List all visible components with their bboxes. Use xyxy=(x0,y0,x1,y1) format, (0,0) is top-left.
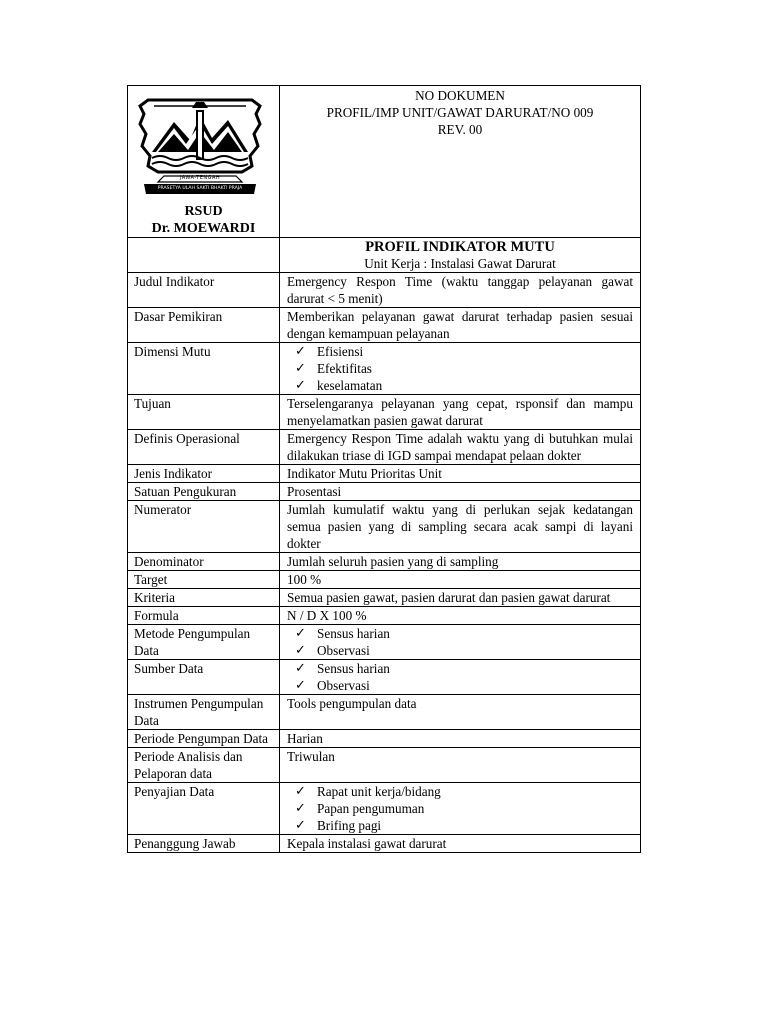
field-label: Definis Operasional xyxy=(128,430,280,465)
field-label: Instrumen Pengumpulan Data xyxy=(128,695,280,730)
field-value: Jumlah kumulatif waktu yang di perlukan sejak kedatangan semua pasien yang di sampling secara acak sampi di layani dokter xyxy=(280,501,641,553)
table-row xyxy=(128,553,641,571)
field-value: Emergency Respon Time (waktu tanggap pelayanan gawat darurat < 5 menit) xyxy=(280,273,641,308)
checklist-item xyxy=(295,677,633,694)
checklist-item-text: Sensus harian xyxy=(317,626,390,641)
checkmark-icon: ✓ xyxy=(295,801,306,816)
hospital-name-line2: Dr. MOEWARDI xyxy=(151,221,256,236)
title-empty-cell xyxy=(128,238,280,273)
field-label: Formula xyxy=(128,607,280,625)
field-value: N / D X 100 % xyxy=(280,607,641,625)
title-cell xyxy=(280,238,641,273)
table-row xyxy=(128,783,641,835)
field-label: Metode Pengumpulan Data xyxy=(128,625,280,660)
logo-ribbon-text: JAWA-TENGAH xyxy=(179,175,221,181)
table-row xyxy=(128,695,641,730)
table-row xyxy=(128,660,641,695)
checklist xyxy=(287,343,633,394)
field-value: Kepala instalasi gawat darurat xyxy=(280,835,641,853)
field-value: Harian xyxy=(280,730,641,748)
checkmark-icon: ✓ xyxy=(295,626,306,641)
logo-cell xyxy=(128,86,280,238)
field-label: Judul Indikator xyxy=(128,273,280,308)
field-label: Jenis Indikator xyxy=(128,465,280,483)
field-value: Emergency Respon Time adalah waktu yang di butuhkan mulai dilakukan triase di IGD sampai mendapat pelaan dokter xyxy=(280,430,641,465)
checklist-item xyxy=(295,800,633,817)
checklist-item-text: Observasi xyxy=(317,643,370,658)
checklist-item-text: Sensus harian xyxy=(317,661,390,676)
field-value: Triwulan xyxy=(280,748,641,783)
field-value: Indikator Mutu Prioritas Unit xyxy=(280,465,641,483)
table-row xyxy=(128,395,641,430)
field-label: Numerator xyxy=(128,501,280,553)
field-label: Penanggung Jawab xyxy=(128,835,280,853)
field-value: Jumlah seluruh pasien yang di sampling xyxy=(280,553,641,571)
checklist-item xyxy=(295,642,633,659)
table-row xyxy=(128,625,641,660)
hospital-name-line1: RSUD xyxy=(184,204,223,219)
document-revision: REV. 00 xyxy=(437,122,483,137)
field-value: Semua pasien gawat, pasien darurat dan pasien gawat darurat xyxy=(280,589,641,607)
checklist-item xyxy=(295,660,633,677)
checkmark-icon: ✓ xyxy=(295,818,306,833)
table-row xyxy=(128,730,641,748)
field-value: Prosentasi xyxy=(280,483,641,501)
checklist-item xyxy=(295,377,633,394)
field-label: Denominator xyxy=(128,553,280,571)
table-row xyxy=(128,465,641,483)
document-number: PROFIL/IMP UNIT/GAWAT DARURAT/NO 009 xyxy=(326,105,594,120)
table-row xyxy=(128,430,641,465)
document-number-label: NO DOKUMEN xyxy=(415,88,505,103)
field-value: 100 % xyxy=(280,571,641,589)
field-label: Penyajian Data xyxy=(128,783,280,835)
field-label: Satuan Pengukuran xyxy=(128,483,280,501)
logo-motto-text: PRASETYA ULAH SAKTI BHAKTI PRAJA xyxy=(157,186,243,191)
checklist-item-text: Brifing pagi xyxy=(317,818,382,833)
table-row xyxy=(128,308,641,343)
field-value xyxy=(280,625,641,660)
field-value: Memberikan pelayanan gawat darurat terhadap pasien sesuai dengan kemampuan pelayanan xyxy=(280,308,641,343)
checklist-item-text: Observasi xyxy=(317,678,370,693)
jawa-tengah-coat-of-arms-icon xyxy=(134,94,266,202)
field-label: Kriteria xyxy=(128,589,280,607)
checklist-item-text: keselamatan xyxy=(317,378,383,393)
table-row xyxy=(128,483,641,501)
checklist xyxy=(287,625,633,659)
document-page xyxy=(127,85,641,853)
checkmark-icon: ✓ xyxy=(295,378,306,393)
table-row xyxy=(128,607,641,625)
profile-title: PROFIL INDIKATOR MUTU xyxy=(365,239,555,255)
field-value: Terselengaranya pelayanan yang cepat, rsponsif dan mampu menyelamatkan pasien gawat darurat xyxy=(280,395,641,430)
checklist-item-text: Efisiensi xyxy=(317,344,364,359)
title-row xyxy=(128,238,641,273)
checklist-item-text: Papan pengumuman xyxy=(317,801,425,816)
table-row xyxy=(128,273,641,308)
checklist-item xyxy=(295,625,633,642)
table-row xyxy=(128,835,641,853)
table-row xyxy=(128,589,641,607)
field-value xyxy=(280,660,641,695)
checkmark-icon: ✓ xyxy=(295,661,306,676)
field-label: Periode Analisis dan Pelaporan data xyxy=(128,748,280,783)
field-value xyxy=(280,783,641,835)
table-row xyxy=(128,748,641,783)
checkmark-icon: ✓ xyxy=(295,784,306,799)
document-info-cell xyxy=(280,86,641,238)
indicator-profile-table xyxy=(127,85,641,853)
checklist-item-text: Rapat unit kerja/bidang xyxy=(317,784,441,799)
checklist-item-text: Efektifitas xyxy=(317,361,372,376)
field-label: Dimensi Mutu xyxy=(128,343,280,395)
checkmark-icon: ✓ xyxy=(295,678,306,693)
checklist-item xyxy=(295,343,633,360)
header-row xyxy=(128,86,641,238)
field-value: Tools pengumpulan data xyxy=(280,695,641,730)
checklist xyxy=(287,660,633,694)
field-label: Periode Pengumpan Data xyxy=(128,730,280,748)
field-label: Tujuan xyxy=(128,395,280,430)
field-value xyxy=(280,343,641,395)
checklist-item xyxy=(295,360,633,377)
field-label: Sumber Data xyxy=(128,660,280,695)
checklist-item xyxy=(295,783,633,800)
checkmark-icon: ✓ xyxy=(295,643,306,658)
checklist xyxy=(287,783,633,834)
hospital-name xyxy=(128,203,279,237)
checkmark-icon: ✓ xyxy=(295,344,306,359)
field-label: Dasar Pemikiran xyxy=(128,308,280,343)
checkmark-icon: ✓ xyxy=(295,361,306,376)
table-row xyxy=(128,571,641,589)
checklist-item xyxy=(295,817,633,834)
table-row xyxy=(128,343,641,395)
work-unit: Unit Kerja : Instalasi Gawat Darurat xyxy=(364,256,556,271)
field-label: Target xyxy=(128,571,280,589)
table-row xyxy=(128,501,641,553)
